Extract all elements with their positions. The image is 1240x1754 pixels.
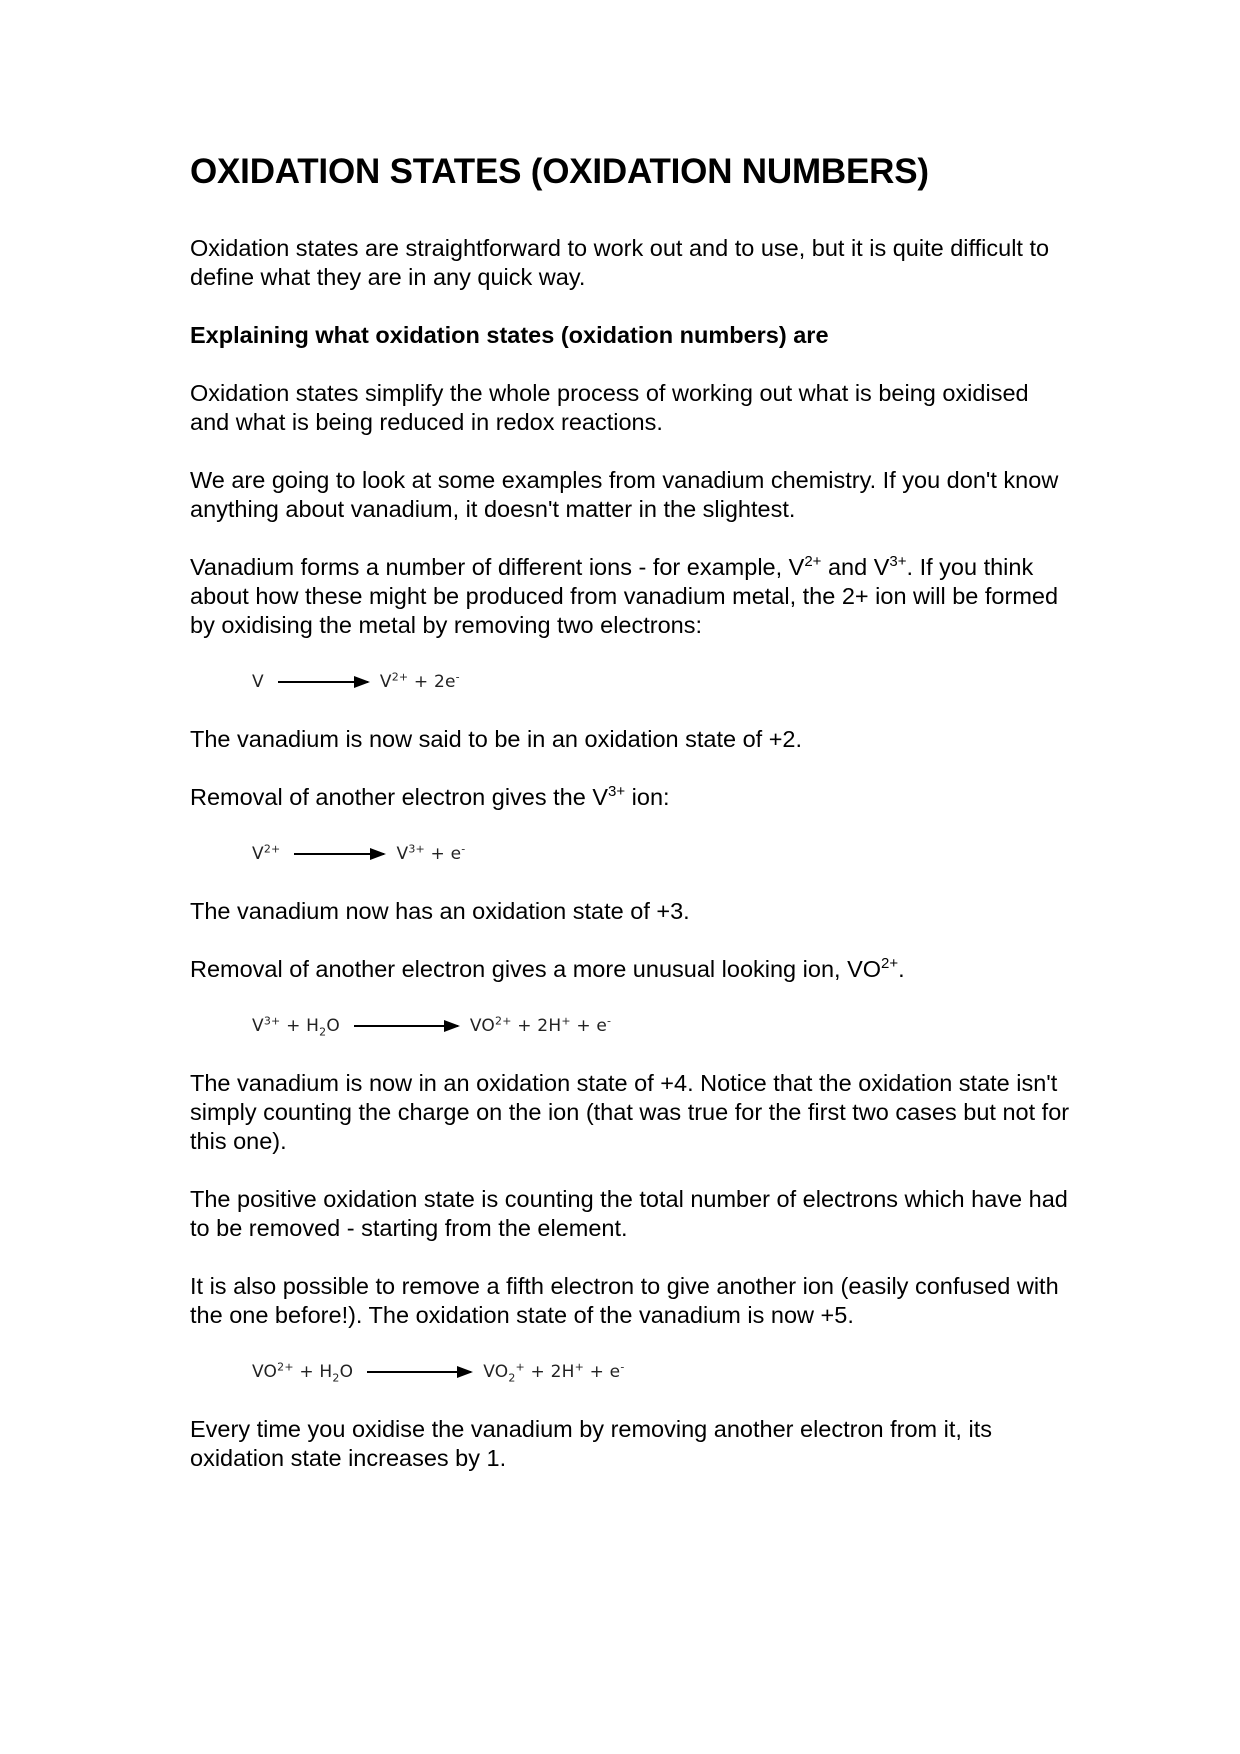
paragraph-4: The vanadium is now said to be in an oxidation state of +2.	[190, 726, 803, 752]
equation-3: $V^{3+} + H_2O$ $VO^{2+} + 2H^+ + e^-$	[252, 1014, 612, 1039]
paragraph-7: Removal of another electron gives a more unusual looking ion, $VO^{2+}$.	[190, 955, 905, 982]
paragraph-3: Vanadium forms a number of different ions - for example, $V^{2+}$ and $V^{3+}$. If you think about how these might be produced from vanadium metal, the 2+ ion will be formed by oxidising the metal by removing two electrons:	[190, 553, 1059, 638]
reaction-arrow-icon	[294, 853, 384, 855]
paragraph-9: The positive oxidation state is counting the total number of electrons which have had to be removed - starting from the element.	[190, 1186, 1068, 1241]
reaction-arrow-icon	[278, 681, 368, 683]
paragraph-10: It is also possible to remove a fifth electron to give another ion (easily confused with the one before!). The oxidation state of the vanadium is now +5.	[190, 1273, 1059, 1328]
section-heading: Explaining what oxidation states (oxidation numbers) are	[190, 322, 829, 348]
equation-4: $VO^{2+} + H_2O$ $VO_2^+ + 2H^+ + e^-$	[252, 1360, 625, 1385]
reaction-arrow-icon	[367, 1371, 471, 1373]
paragraph-6: The vanadium now has an oxidation state of +3.	[190, 898, 690, 924]
equation-1: V $V^{2+} + 2e^-$	[252, 670, 460, 692]
paragraph-1: Oxidation states simplify the whole process of working out what is being oxidised and what is being reduced in redox reactions.	[190, 380, 1029, 435]
paragraph-5: Removal of another electron gives the $V^{3+}$ ion:	[190, 783, 670, 810]
paragraph-11: Every time you oxidise the vanadium by removing another electron from it, its oxidation state increases by 1.	[190, 1416, 992, 1471]
paragraph-2: We are going to look at some examples from vanadium chemistry. If you don't know anything about vanadium, it doesn't matter in the slightest.	[190, 467, 1059, 522]
page-title: OXIDATION STATES (OXIDATION NUMBERS)	[190, 152, 929, 191]
reaction-arrow-icon	[354, 1025, 458, 1027]
paragraph-8: The vanadium is now in an oxidation state of +4. Notice that the oxidation state isn't simply counting the charge on the ion (that was true for the first two cases but not for this one).	[190, 1070, 1070, 1154]
intro-paragraph: Oxidation states are straightforward to work out and to use, but it is quite difficult to define what they are in any quick way.	[190, 235, 1050, 290]
document-page	[190, 150, 1070, 1502]
equation-2: $V^{2+}$ $V^{3+} + e^-$	[252, 842, 466, 864]
